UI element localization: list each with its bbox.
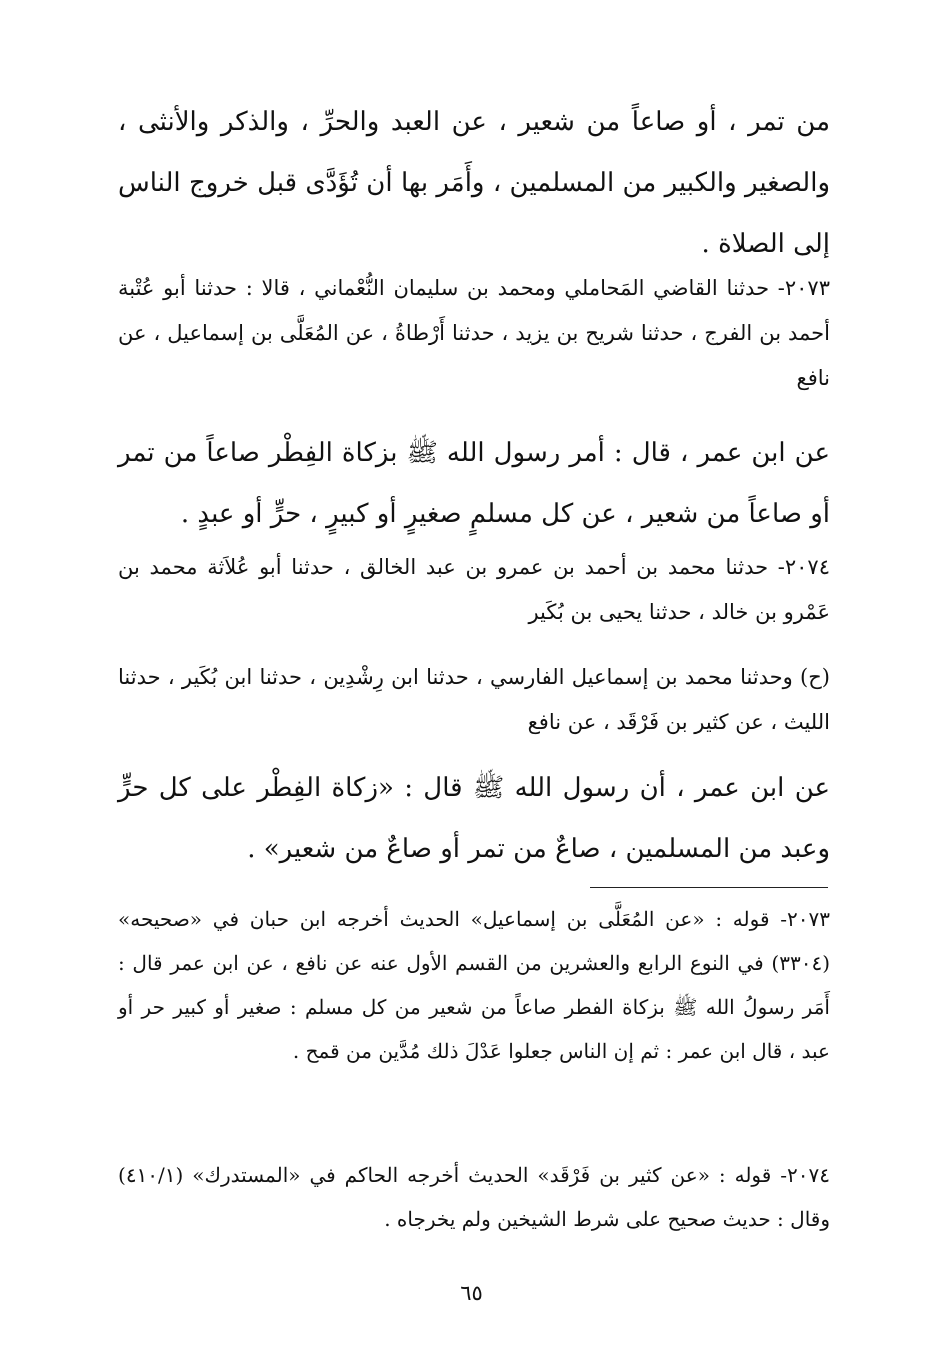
footnote-2073: ٢٠٧٣- قوله : «عن المُعَلَّى بن إسماعيل» الحديث أخرجه ابن حبان في «صحيحه» (٣٣٠٤) في النوع الرابع والعشرين من القسم الأول عنه عن نافع ، عن ابن عمر قال : أَمَر رسولُ الله ﷺ بزكاة الفطر صاعاً من شعير من كل مسلم : صغير أو كبير حر أو عبد ، قال ابن عمر : ثم إن الناس جعلوا عَدْلَ ذلك مُدَّين من قمح . xyxy=(118,907,830,1063)
hadith-2074-alternate-chain: (ح) وحدثنا محمد بن إسماعيل الفارسي ، حدثنا ابن رِشْدِين ، حدثنا ابن بُكَير ، حدثنا الليث ، عن كثير بن فَرْقَد ، عن نافع xyxy=(118,665,830,734)
continuation-paragraph: من تمر ، أو صاعاً من شعير ، عن العبد والحرِّ ، والذكر والأنثى ، والصغير والكبير من المسلمين ، وأَمَر بها أن تُؤَدَّى قبل خروج الناس إلى الصلاة . xyxy=(118,107,830,259)
page-number: ٦٥ xyxy=(460,1281,483,1305)
footnote-separator xyxy=(590,887,828,888)
footnote-2074: ٢٠٧٤- قوله : «عن كثير بن فَرْقَد» الحديث أخرجه الحاكم في «المستدرك» (٤١٠/١) وقال : حديث صحيح على شرط الشيخين ولم يخرجاه . xyxy=(118,1163,830,1231)
hadith-2073-text: عن ابن عمر ، قال : أمر رسول الله ﷺ بزكاة الفِطْر صاعاً من تمر أو صاعاً من شعير ، عن كل مسلمٍ صغيرٍ أو كبيرٍ ، حرٍّ أو عبدٍ . xyxy=(118,438,830,529)
hadith-2074-chain: ٢٠٧٤- حدثنا محمد بن أحمد بن عمرو بن عبد الخالق ، حدثنا أبو عُلاَثة محمد بن عَمْرو بن خالد ، حدثنا يحيى بن بُكَير xyxy=(118,555,830,624)
hadith-2073-chain: ٢٠٧٣- حدثنا القاضي المَحاملي ومحمد بن سليمان النُّعْماني ، قالا : حدثنا أبو عُتْبة أحمد بن الفرج ، حدثنا شريح بن يزيد ، حدثنا أَرْطاةُ ، عن المُعَلَّى بن إسماعيل ، عن نافع xyxy=(118,276,830,390)
hadith-2074-text: عن ابن عمر ، أن رسول الله ﷺ قال : «زكاة الفِطْر على كل حرٍّ وعبد من المسلمين ، صاعٌ من تمر أو صاعٌ من شعير» . xyxy=(118,773,830,864)
